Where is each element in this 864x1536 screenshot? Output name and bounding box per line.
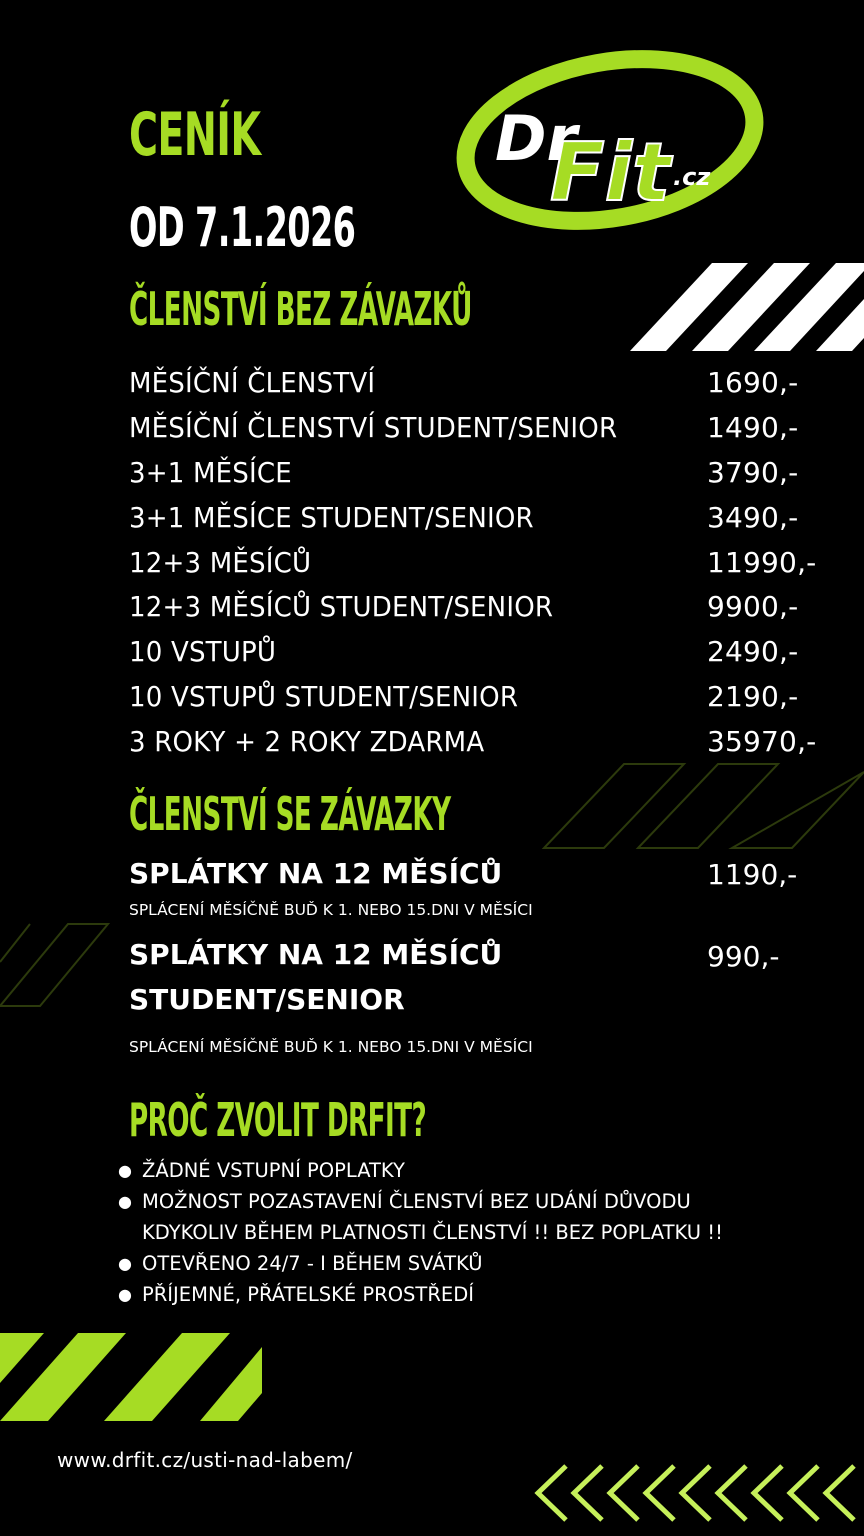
list-item	[118, 1248, 723, 1279]
installment-title: SPLÁTKY NA 12 MĚSÍCŮ	[129, 857, 503, 890]
price-row-label: 3+1 MĚSÍCE	[129, 455, 292, 489]
section-heading-why: PROČ ZVOLIT DRFIT?	[129, 1093, 427, 1147]
price-row-value: 9900,-	[707, 590, 799, 624]
list-item	[118, 1155, 723, 1186]
bullet-icon: ●	[118, 1192, 132, 1211]
section-heading-no-commitment: ČLENSTVÍ BEZ ZÁVAZKŮ	[129, 282, 472, 336]
price-row	[129, 584, 849, 629]
price-row-value: 2190,-	[707, 680, 799, 714]
white-stripes-decoration	[630, 263, 864, 351]
price-row-value: 3490,-	[707, 500, 799, 534]
outline-stripes-decoration	[540, 762, 864, 850]
installment-price: 990,-	[707, 940, 780, 973]
bullet-icon: ●	[118, 1161, 132, 1180]
logo-fit-text: Fit	[550, 126, 671, 219]
list-item-text: OTEVŘENO 24/7 - I BĚHEM SVÁTKŮ	[142, 1252, 483, 1275]
valid-from-date: OD 7.1.2026	[129, 196, 356, 259]
price-row-label: MĚSÍČNÍ ČLENSTVÍ STUDENT/SENIOR	[129, 410, 618, 444]
list-item-text: MOŽNOST POZASTAVENÍ ČLENSTVÍ BEZ UDÁNÍ DŮVODU	[142, 1190, 691, 1213]
price-row-label: 3+1 MĚSÍCE STUDENT/SENIOR	[129, 500, 534, 534]
price-row-label: 12+3 MĚSÍCŮ	[129, 545, 312, 579]
list-item	[118, 1217, 723, 1248]
price-row	[129, 495, 849, 540]
price-row-value: 2490,-	[707, 635, 799, 669]
installment-note: SPLÁCENÍ MĚSÍČNĚ BUĎ K 1. NEBO 15.DNI V MĚSÍCI	[129, 1038, 533, 1056]
price-row	[129, 719, 849, 764]
outline-stripes-left-decoration	[0, 922, 110, 1008]
section-heading-commitment: ČLENSTVÍ SE ZÁVAZKY	[129, 787, 451, 841]
price-row	[129, 674, 849, 719]
bullet-spacer	[118, 1217, 142, 1248]
installment-title-line2: STUDENT/SENIOR	[129, 983, 405, 1016]
page-title: CENÍK	[129, 100, 261, 170]
website-link[interactable]: www.drfit.cz/usti-nad-labem/	[57, 1448, 353, 1472]
chevron-arrows-decoration	[532, 1462, 864, 1524]
price-row-label: 10 VSTUPŮ	[129, 635, 277, 669]
list-item-text: PŘÍJEMNÉ, PŘÁTELSKÉ PROSTŘEDÍ	[142, 1283, 474, 1306]
price-row-label: 10 VSTUPŮ STUDENT/SENIOR	[129, 680, 519, 714]
price-row-label: 3 ROKY + 2 ROKY ZDARMA	[129, 725, 485, 759]
list-item	[118, 1279, 723, 1310]
price-row-label: 12+3 MĚSÍCŮ STUDENT/SENIOR	[129, 590, 554, 624]
drfit-logo	[455, 45, 765, 235]
lime-stripes-decoration	[0, 1333, 262, 1421]
bullet-icon: ●	[118, 1285, 132, 1304]
list-item-text: KDYKOLIV BĚHEM PLATNOSTI ČLENSTVÍ !! BEZ POPLATKU !!	[142, 1221, 723, 1244]
installment-note: SPLÁCENÍ MĚSÍČNĚ BUĎ K 1. NEBO 15.DNI V MĚSÍCI	[129, 901, 533, 919]
logo-dr-text: Dr	[495, 102, 578, 175]
logo-cz-text: .cz	[673, 163, 711, 191]
price-row-value: 1690,-	[707, 365, 799, 399]
installment-title: SPLÁTKY NA 12 MĚSÍCŮ	[129, 938, 503, 971]
price-row	[129, 450, 849, 495]
installment-price: 1190,-	[707, 858, 798, 891]
price-row-value: 11990,-	[707, 545, 817, 579]
benefits-list	[118, 1155, 723, 1310]
price-row-value: 35970,-	[707, 725, 817, 759]
list-item-text: ŽÁDNÉ VSTUPNÍ POPLATKY	[142, 1159, 405, 1182]
price-list	[129, 360, 849, 764]
price-row	[129, 360, 849, 405]
price-row	[129, 540, 849, 585]
bullet-icon: ●	[118, 1254, 132, 1273]
price-row	[129, 405, 849, 450]
price-row-value: 1490,-	[707, 410, 799, 444]
price-row	[129, 629, 849, 674]
price-row-label: MĚSÍČNÍ ČLENSTVÍ	[129, 365, 376, 399]
list-item	[118, 1186, 723, 1217]
price-row-value: 3790,-	[707, 455, 799, 489]
